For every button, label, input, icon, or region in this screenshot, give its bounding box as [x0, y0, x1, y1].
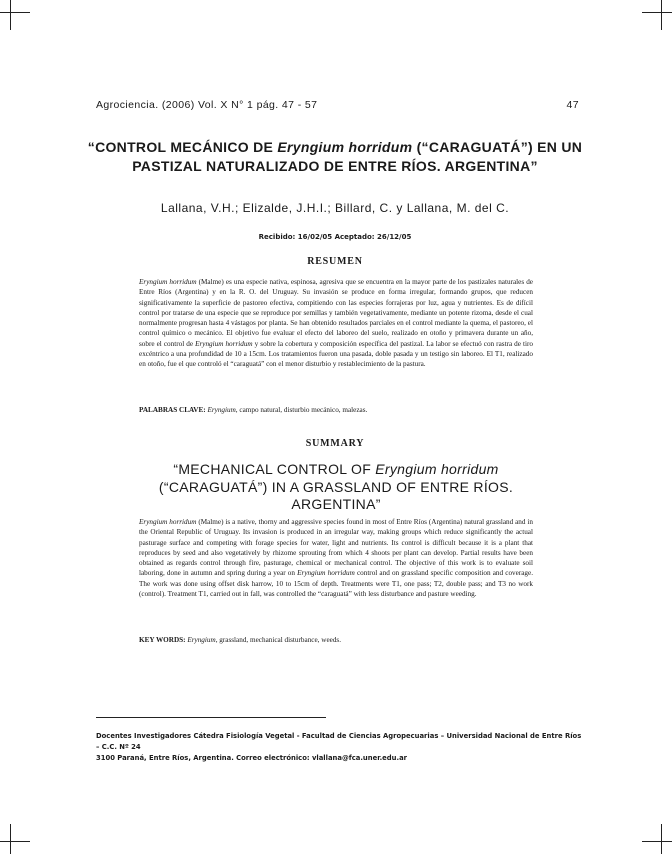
resumen-abstract: Eryngium horridum (Malme) es una especie nativa, espinosa, agresiva que se encuentra en la mayor parte de los pastizales naturales de Entre Ríos (Argentina) y en la R. O. del Uruguay. Su invasión se produce en forma irregular, formando grupos, que reducen significativamente la superficie de pastoreo efectiva, compitiendo con las especies forrajeras por luz, agua y nutrientes. Es de difícil control por tratarse de una especie que se reproduce por semillas y también vegetativamente, mediante un potente rizoma, desde el cual normalmente progresan hasta 4 vástagos por planta. Se han obtenido resultados parciales en el control mediante la quema, el pastoreo, el control químico o mecánico. El objetivo fue evaluar el efecto del laboreo del suelo, realizado en otoño y primavera durante un año, sobre el control de Eryngium horridum y sobre la cobertura y composición específica del pastizal. La labor se efectuó con rastra de tiro excéntrico a una profundidad de 10 a 15cm. Los tratamientos fueron una pasada, doble pasada y un testigo sin laboreo. El T1, realizado en otoño, fue el que controló el “caraguatá” con el menor disturbio y restablecimiento de la pastura.: [139, 278, 533, 369]
palabras-clave: PALABRAS CLAVE: Eryngium, campo natural, disturbio mecánico, malezas.: [139, 406, 368, 414]
received-accepted-dates: Recibido: 16/02/05 Aceptado: 26/12/05: [258, 233, 412, 241]
footnote-divider: [96, 717, 326, 718]
crop-mark: [10, 824, 11, 854]
english-title: “MECHANICAL CONTROL OF Eryngium horridum (“CARAGUATÁ”) IN A GRASSLAND OF ENTRE RÍOS. ARGENTINA”: [158, 461, 514, 512]
crop-mark: [0, 12, 30, 13]
summary-abstract: Eryngium horridum (Malme) is a native, thorny and aggressive species found in most of Entre Ríos (Argentina) natural grassland and in the Oriental Republic of Uruguay. Its invasion is produced in an irregular way, making groups which reduce significantly the actual pasturage surface and competing with forage species for water, light and nutrients. Its control is difficult because it is a plant that reproduces by seed and also vegetatively by rhizome sprouting from which 4 shoots per plant can develop. Partial results have been obtained as regards control through fire, pasturage, chemical or mechanical control. The objective of this work is to evaluate soil laboring, done in autumn and spring during a year on Eryngium horridum control and on grassland specific composition and coverage. The work was done using offset disk harrow, 10 to 15cm of depth. Treatments were T1, one pass; T2, double pass; and T3 no work (control). Treatment T1, carried out in fall, was controlled the “caraguatá” with less disturbance and pasture weeding.: [139, 518, 533, 599]
crop-mark: [661, 824, 662, 854]
journal-citation: Agrociencia. (2006) Vol. X N° 1 pág. 47 - 57: [96, 99, 318, 111]
paper-title: “CONTROL MECÁNICO DE Eryngium horridum (“CARAGUATÁ”) EN UN PASTIZAL NATURALIZADO DE ENTRE RÍOS. ARGENTINA”: [87, 139, 583, 174]
crop-mark: [642, 841, 672, 842]
page-number: 47: [566, 99, 579, 111]
crop-mark: [10, 0, 11, 30]
author-list: Lallana, V.H.; Elizalde, J.H.I.; Billard, C. y Lallana, M. del C.: [160, 201, 510, 215]
crop-mark: [642, 12, 672, 13]
crop-mark: [661, 0, 662, 30]
running-header: [96, 99, 579, 113]
summary-heading: SUMMARY: [305, 438, 365, 449]
crop-mark: [0, 841, 30, 842]
resumen-heading: RESUMEN: [307, 256, 363, 267]
author-affiliation-footnote: Docentes Investigadores Cátedra Fisiología Vegetal - Facultad de Ciencias Agropecuarias – Universidad Nacional de Entre Ríos – C.C. Nº 24 3100 Paraná, Entre Ríos, Argentina. Correo electrónico: vlallana@fca.uner.edu.ar: [96, 732, 582, 762]
title-species: Eryngium horridum: [277, 139, 413, 155]
key-words: KEY WORDS: Eryngium, grassland, mechanical disturbance, weeds.: [139, 636, 342, 644]
